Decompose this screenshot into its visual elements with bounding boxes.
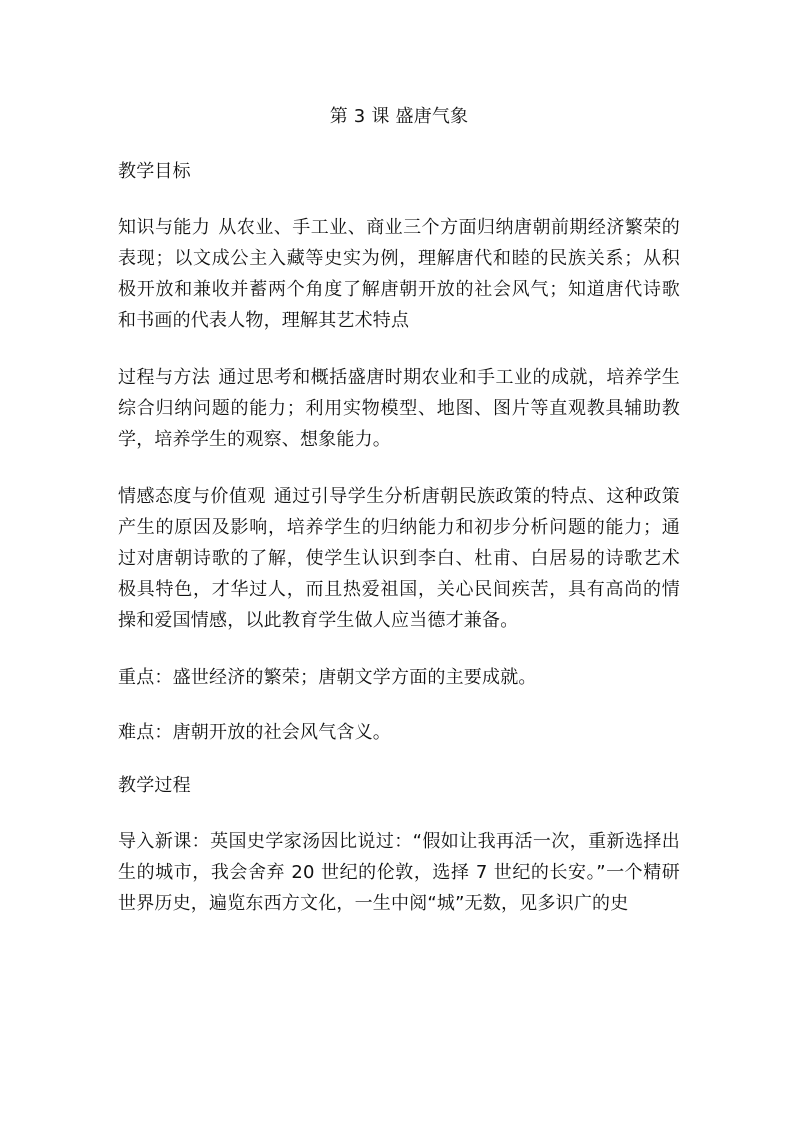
document-content xyxy=(118,103,680,945)
knowledge-ability-label: 知识与能力 xyxy=(118,217,211,238)
teaching-process-heading: 教学过程 xyxy=(118,775,191,796)
emotion-values-paragraph xyxy=(118,481,680,636)
knowledge-ability-paragraph xyxy=(118,212,680,336)
emotion-values-label: 情感态度与价值观 xyxy=(118,486,266,507)
intro-paragraph: 导入新课：英国史学家汤因比说过：“假如让我再活一次，重新选择出生的城市，我会舍弃 20 世纪的伦敦，选择 7 世纪的长安。”一个精研世界历史，遍览东西方文化，一生中阅“城”无数，见多识广的史 xyxy=(118,831,680,914)
difficult-point-paragraph: 难点：唐朝开放的社会风气含义。 xyxy=(118,722,391,743)
emotion-values-text: 通过引导学生分析唐朝民族政策的特点、这种政策产生的原因及影响，培养学生的归纳能力和初步分析问题的能力；通过对唐朝诗歌的了解，使学生认识到李白、杜甫、白居易的诗歌艺术极具特色，才华过人，而且热爱祖国，关心民间疾苦，具有高尚的情操和爱国情感，以此教育学生做人应当德才兼备。 xyxy=(118,486,680,631)
process-method-label: 过程与方法 xyxy=(118,367,211,388)
lesson-title: 第 3 课 盛唐气象 xyxy=(329,106,469,127)
process-method-text: 通过思考和概括盛唐时期农业和手工业的成就，培养学生综合归纳问题的能力；利用实物模型、地图、图片等直观教具辅助教学，培养学生的观察、想象能力。 xyxy=(118,367,681,450)
teaching-goals-heading: 教学目标 xyxy=(118,161,191,182)
process-method-paragraph xyxy=(118,362,680,455)
key-point-paragraph: 重点：盛世经济的繁荣；唐朝文学方面的主要成就。 xyxy=(118,667,537,688)
knowledge-ability-text: 从农业、手工业、商业三个方面归纳唐朝前期经济繁荣的表现；以文成公主入藏等史实为例，理解唐代和睦的民族关系；从积极开放和兼收并蓄两个角度了解唐朝开放的社会风气；知道唐代诗歌和书画的代表人物，理解其艺术特点 xyxy=(118,217,681,331)
